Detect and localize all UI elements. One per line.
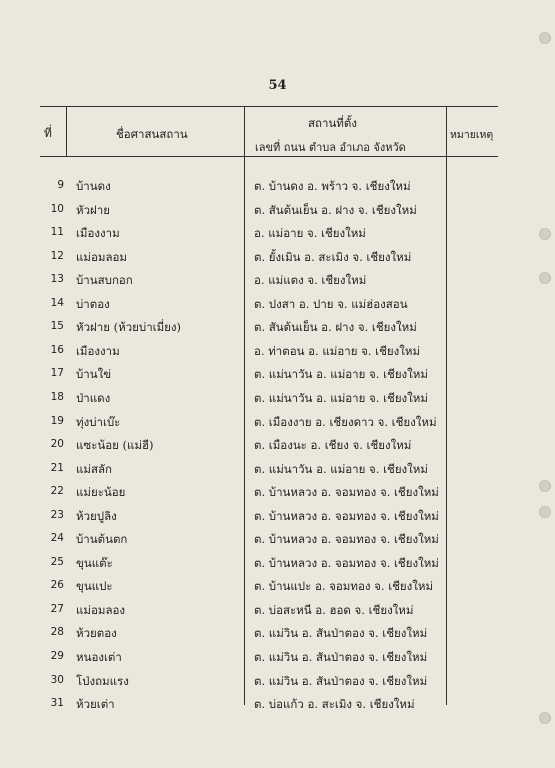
- row-number: 29: [50, 650, 64, 662]
- row-number: 28: [50, 626, 64, 638]
- row-number: 18: [50, 391, 64, 403]
- row-place-name: ขุนแต๊ะ: [76, 556, 113, 570]
- row-place-name: ทุ่งบ่าเบ๊ะ: [76, 415, 121, 429]
- row-location: ต. บ้านแปะ อ. จอมทอง จ. เชียงใหม่: [254, 579, 434, 593]
- row-place-name: บ่าตอง: [76, 297, 110, 311]
- table-row: [0, 576, 555, 598]
- row-location: ต. บ้านดง อ. พร้าว จ. เชียงใหม่: [254, 179, 411, 193]
- table-row: [0, 553, 555, 575]
- binder-hole: [539, 506, 551, 518]
- table-row: [0, 435, 555, 457]
- header-location-subtitle: เลขที่ ถนน ตำบล อำเภอ จังหวัด: [255, 141, 406, 154]
- binder-hole: [539, 228, 551, 240]
- row-number: 22: [50, 485, 64, 497]
- table-row: [0, 600, 555, 622]
- row-place-name: เมืองงาม: [76, 344, 120, 358]
- table-top-rule: [40, 106, 498, 107]
- row-number: 12: [50, 250, 64, 262]
- row-location: ต. บ้านหลวง อ. จอมทอง จ. เชียงใหม่: [254, 532, 439, 546]
- row-location: ต. สันต้นเย็น อ. ฝาง จ. เชียงใหม่: [254, 320, 417, 334]
- binder-hole: [539, 272, 551, 284]
- table-row: [0, 647, 555, 669]
- binder-hole: [539, 32, 551, 44]
- row-place-name: เมืองงาม: [76, 226, 120, 240]
- row-number: 24: [50, 532, 64, 544]
- row-number: 23: [50, 509, 64, 521]
- page-number: 54: [268, 78, 287, 93]
- row-number: 26: [50, 579, 64, 591]
- row-place-name: แม่สลัก: [76, 462, 113, 476]
- table-row: [0, 176, 555, 198]
- row-location: ต. บ้านหลวง อ. จอมทอง จ. เชียงใหม่: [254, 485, 439, 499]
- header-bottom-rule: [40, 156, 498, 157]
- row-place-name: หนองเต่า: [76, 650, 122, 664]
- table-row: [0, 270, 555, 292]
- row-location: ต. เมืองงาย อ. เชียงดาว จ. เชียงใหม่: [254, 415, 437, 429]
- header-remarks: หมายเหตุ: [450, 129, 494, 141]
- row-location: ต. แม่วิน อ. สันป่าตอง จ. เชียงใหม่: [254, 650, 428, 664]
- table-row: [0, 223, 555, 245]
- row-place-name: ห้วยเต่า: [76, 697, 115, 711]
- table-row: [0, 364, 555, 386]
- row-number: 30: [50, 674, 64, 686]
- header-location-title: สถานที่ตั้ง: [308, 116, 357, 130]
- row-location: อ. แม่แตง จ. เชียงใหม่: [254, 273, 367, 287]
- row-place-name: ขุนแปะ: [76, 579, 113, 593]
- row-number: 14: [50, 297, 64, 309]
- table-row: [0, 506, 555, 528]
- row-place-name: แม่อมลอม: [76, 250, 128, 264]
- table-row: [0, 459, 555, 481]
- table-row: [0, 671, 555, 693]
- row-number: 21: [50, 462, 64, 474]
- row-place-name: บ้านดง: [76, 179, 111, 193]
- table-row: [0, 694, 555, 716]
- table-row: [0, 200, 555, 222]
- table-row: [0, 623, 555, 645]
- row-place-name: โป่งถมแรง: [76, 674, 129, 688]
- table-row: [0, 529, 555, 551]
- row-location: ต. แม่วิน อ. สันป่าตอง จ. เชียงใหม่: [254, 674, 428, 688]
- column-divider-no: [66, 107, 67, 157]
- row-location: ต. บ้านหลวง อ. จอมทอง จ. เชียงใหม่: [254, 509, 439, 523]
- table-row: [0, 482, 555, 504]
- row-place-name: หัวฝาย: [76, 203, 110, 217]
- row-location: อ. แม่อาย จ. เชียงใหม่: [254, 226, 366, 240]
- row-place-name: ห้วยปูลิง: [76, 509, 117, 523]
- row-place-name: แม่ยะน้อย: [76, 485, 126, 499]
- row-location: ต. บ่อสะหนี อ. ฮอด จ. เชียงใหม่: [254, 603, 414, 617]
- row-location: ต. เมืองนะ อ. เชียง จ. เชียงใหม่: [254, 438, 412, 452]
- row-location: ต. สันต้นเย็น อ. ฝาง จ. เชียงใหม่: [254, 203, 417, 217]
- table-row: [0, 317, 555, 339]
- table-row: [0, 247, 555, 269]
- row-location: ต. แม่นาวัน อ. แม่อาย จ. เชียงใหม่: [254, 462, 428, 476]
- row-number: 11: [50, 226, 64, 238]
- row-number: 10: [50, 203, 64, 215]
- row-place-name: บ้านต้นตก: [76, 532, 128, 546]
- table-row: [0, 341, 555, 363]
- row-location: ต. ปงสา อ. ปาย จ. แม่ฮ่องสอน: [254, 297, 408, 311]
- row-place-name: ป่าแดง: [76, 391, 111, 405]
- binder-hole: [539, 712, 551, 724]
- row-number: 19: [50, 415, 64, 427]
- row-number: 31: [50, 697, 64, 709]
- row-location: ต. แม่วิน อ. สันป่าตอง จ. เชียงใหม่: [254, 626, 428, 640]
- row-number: 20: [50, 438, 64, 450]
- header-name: ชื่อศาสนสถาน: [116, 127, 188, 141]
- row-number: 9: [57, 179, 64, 191]
- row-place-name: แม่อมลอง: [76, 603, 126, 617]
- row-location: ต. แม่นาวัน อ. แม่อาย จ. เชียงใหม่: [254, 391, 428, 405]
- row-place-name: บ้านสบกอก: [76, 273, 133, 287]
- row-place-name: บ้านใข่: [76, 367, 112, 381]
- row-location: ต. ยั้งเมิน อ. สะเมิง จ. เชียงใหม่: [254, 250, 412, 264]
- row-location: ต. บ่อแก้ว อ. สะเมิง จ. เชียงใหม่: [254, 697, 415, 711]
- row-place-name: หัวฝาย (ห้วยบ่าเมี่ยง): [76, 320, 181, 334]
- row-number: 17: [50, 367, 64, 379]
- row-place-name: ห้วยตอง: [76, 626, 117, 640]
- table-row: [0, 388, 555, 410]
- row-number: 16: [50, 344, 64, 356]
- row-location: อ. ท่าตอน อ. แม่อาย จ. เชียงใหม่: [254, 344, 421, 358]
- row-number: 13: [50, 273, 64, 285]
- row-number: 25: [50, 556, 64, 568]
- table-row: [0, 412, 555, 434]
- row-number: 27: [50, 603, 64, 615]
- row-location: ต. แม่นาวัน อ. แม่อาย จ. เชียงใหม่: [254, 367, 428, 381]
- row-number: 15: [50, 320, 64, 332]
- header-no: ที่: [44, 126, 52, 140]
- row-location: ต. บ้านหลวง อ. จอมทอง จ. เชียงใหม่: [254, 556, 439, 570]
- row-place-name: แซะน้อย (แม่ฮี): [76, 438, 154, 452]
- table-row: [0, 294, 555, 316]
- binder-hole: [539, 480, 551, 492]
